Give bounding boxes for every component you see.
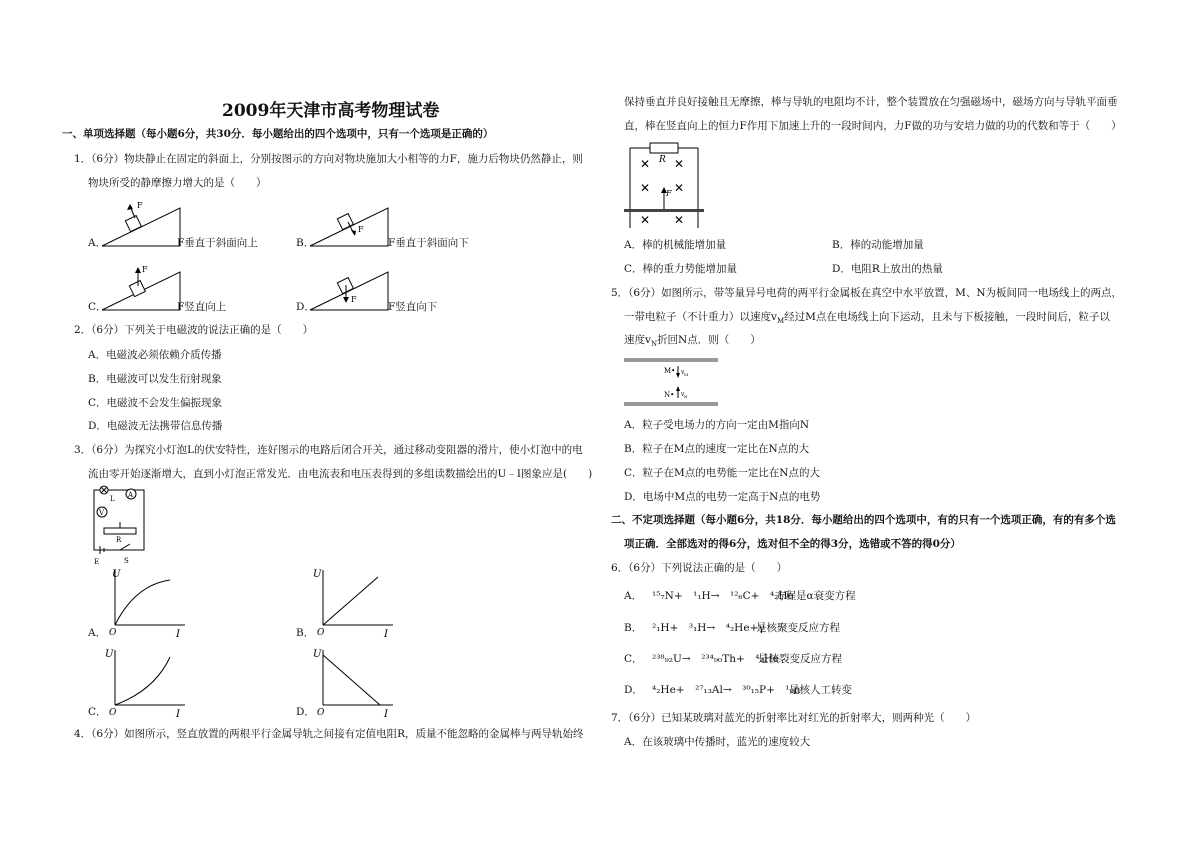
q6-option-a-desc: 方程是α衰变方程: [775, 590, 856, 602]
q5-stem-line1: 5．（6分）如图所示，带等量异号电荷的两平行金属板在真空中水平放置，M、N为板间同一电场线上的两点，: [611, 287, 1123, 299]
q3-option-b-label: B．: [296, 627, 315, 639]
q5-stem-line3: 速度$v_N$折回N点．则（ ）: [624, 334, 761, 349]
q3-circuit-diagram: [86, 484, 156, 566]
svg-text:A: A: [128, 491, 134, 499]
q1-figure-d: [308, 260, 398, 315]
q4-stem-line3: 直，棒在竖直向上的恒力F作用下加速上升的一段时间内，力F做的功与安培力做的功的代数和等于（ ）: [624, 120, 1122, 132]
q1-option-b-label: B．: [296, 237, 315, 249]
q1-b-force-label: F: [358, 225, 364, 234]
q1-option-b-text: F垂直于斜面向下: [388, 237, 469, 249]
resistor-icon: [650, 143, 678, 153]
svg-text:I: I: [176, 629, 180, 640]
q1-d-force-label: F: [351, 295, 357, 304]
q4-stem-line2: 保持垂直并良好接触且无摩擦，棒与导轨的电阻均不计，整个装置放在匀强磁场中，磁场方向与导轨平面垂: [624, 96, 1118, 108]
svg-text:I: I: [384, 629, 388, 640]
q1-a-force-label: F: [137, 201, 143, 210]
q4-option-c: C．棒的重力势能增加量: [624, 263, 738, 275]
svg-text:✕: ✕: [674, 213, 685, 227]
q2-option-a: A．电磁波必须依赖介质传播: [88, 349, 222, 361]
q6-option-a-label: A．: [624, 590, 643, 602]
svg-text:U: U: [112, 569, 121, 580]
svg-text:F: F: [666, 189, 672, 198]
q1-option-d-label: D．: [296, 301, 315, 313]
svg-text:v: v: [681, 369, 685, 376]
q5-option-b: B．粒子在M点的速度一定比在N点的大: [624, 443, 810, 455]
q2-option-b: B．电磁波可以发生衍射现象: [88, 373, 222, 385]
svg-text:U: U: [313, 569, 322, 580]
svg-text:O: O: [109, 708, 117, 718]
q6-option-b-equation: ²₁H+ ³₁H→ ⁴₂He+γ: [652, 622, 765, 634]
q4-stem-line1: 4．（6分）如图所示，竖直放置的两根平行金属导轨之间接有定值电阻R，质量不能忽略的金属棒与两导轨始终: [74, 728, 584, 740]
svg-text:I: I: [384, 709, 388, 720]
q6-option-b-label: B．: [624, 622, 643, 634]
section-1-heading: 一、单项选择题（每小题6分，共30分．每小题给出的四个选项中，只有一个选项是正确的）: [62, 128, 494, 140]
svg-text:E: E: [94, 558, 100, 566]
q3-graph-b: [308, 565, 398, 640]
q5-stem-line2: 一带电粒子（不计重力）以速度$v_M$经过M点在电场线上向下运动，且未与下板接触，一段时间后，粒子以: [624, 311, 1110, 326]
q1-option-c-label: C．: [88, 301, 107, 313]
q4-option-b: B．棒的动能增加量: [832, 239, 924, 251]
q1-stem-line2: 物块所受的静摩擦力增大的是（ ）: [88, 177, 267, 189]
svg-text:R: R: [659, 155, 666, 165]
q6-option-c-equation: ²³⁸₉₂U→ ²³⁴₉₀Th+ ⁴₂He: [652, 653, 780, 665]
svg-text:v: v: [681, 391, 685, 398]
svg-text:✕: ✕: [640, 157, 651, 171]
svg-text:✕: ✕: [640, 181, 651, 195]
svg-text:O: O: [317, 628, 325, 638]
svg-text:N•: N•: [664, 391, 675, 399]
q6-option-d-desc: 是核人工转变: [789, 684, 852, 696]
metal-rod: [624, 209, 704, 212]
q1-c-force-label: F: [142, 265, 148, 274]
q3-stem-line2: 流由零开始逐渐增大，直到小灯泡正常发光．由电流表和电压表得到的多组读数描绘出的U﹣I图象应是( ): [88, 468, 593, 480]
q4-option-a: A．棒的机械能增加量: [624, 239, 727, 251]
q4-rail-diagram: [620, 138, 710, 230]
q3-graph-c: [100, 645, 190, 720]
q3-graph-d: [308, 645, 398, 720]
q5-plates-diagram: [622, 352, 722, 410]
upper-plate: [624, 358, 718, 362]
q6-stem: 6．（6分）下列说法正确的是（ ）: [611, 562, 788, 574]
q3-graph-a: [100, 565, 190, 640]
svg-text:U: U: [105, 649, 114, 660]
section-2-heading-line2: 项正确．全部选对的得6分，选对但不全的得3分，选错或不答的得0分）: [624, 538, 961, 550]
svg-text:M•: M•: [664, 367, 676, 375]
svg-text:O: O: [109, 628, 117, 638]
q6-option-c-label: C．: [624, 653, 643, 665]
svg-text:✕: ✕: [674, 181, 685, 195]
section-2-heading-line1: 二、不定项选择题（每小题6分，共18分．每小题给出的四个选项中，有的只有一个选项正确，有的有多个选: [611, 514, 1116, 526]
q6-option-c-desc: 是核裂变反应方程: [758, 653, 842, 665]
svg-text:S: S: [124, 557, 129, 565]
q7-stem: 7．（6分）已知某玻璃对蓝光的折射率比对红光的折射率大，则两种光（ ）: [611, 712, 977, 724]
svg-text:M: M: [684, 372, 689, 377]
q5-option-d: D．电场中M点的电势一定高于N点的电势: [624, 491, 821, 503]
svg-text:I: I: [176, 709, 180, 720]
q3-option-a-label: A．: [88, 627, 107, 639]
q3-option-d-label: D．: [296, 706, 315, 718]
q5-option-c: C．粒子在M点的电势能一定比在N点的大: [624, 467, 820, 479]
svg-text:L: L: [110, 495, 115, 503]
q1-figure-b: [308, 196, 398, 251]
q5-option-a: A．粒子受电场力的方向一定由M指向N: [624, 419, 810, 431]
q2-option-c: C．电磁波不会发生偏振现象: [88, 397, 223, 409]
q1-stem-line1: 1．（6分）物块静止在固定的斜面上，分别按图示的方向对物块施加大小相等的力F，施力后物块仍然静止，则: [74, 153, 583, 165]
svg-text:V: V: [99, 509, 105, 517]
q6-option-d-label: D．: [624, 684, 643, 696]
q6-option-d-equation: ⁴₂He+ ²⁷₁₃Al→ ³⁰₁₅P+ ¹₀n: [652, 684, 801, 696]
q2-stem: 2．（6分）下列关于电磁波的说法正确的是（ ）: [74, 324, 314, 336]
rheostat-icon: [104, 528, 136, 534]
q4-option-d: D．电阻R上放出的热量: [832, 263, 943, 275]
q1-option-d-text: F竖直向下: [388, 301, 438, 313]
q6-option-a-equation: ¹⁵₇N+ ¹₁H→ ¹²₆C+ ⁴₂He: [652, 590, 794, 602]
svg-text:U: U: [313, 649, 322, 660]
svg-text:R: R: [116, 536, 122, 544]
q3-option-c-label: C．: [88, 706, 107, 718]
q2-option-d: D．电磁波无法携带信息传播: [88, 420, 223, 432]
q1-option-a-label: A．: [88, 237, 107, 249]
q6-option-b-desc: 是核聚变反应方程: [756, 622, 840, 634]
q1-option-a-text: F垂直于斜面向上: [177, 237, 258, 249]
svg-text:✕: ✕: [674, 157, 685, 171]
svg-text:O: O: [317, 708, 325, 718]
q3-stem-line1: 3．（6分）为探究小灯泡L的伏安特性，连好图示的电路后闭合开关，通过移动变阻器的滑片，使小灯泡中的电: [74, 444, 583, 456]
lower-plate: [624, 402, 718, 406]
page-title: 2009年天津市高考物理试卷: [222, 101, 440, 121]
svg-text:N: N: [684, 394, 688, 399]
q7-option-a: A．在该玻璃中传播时，蓝光的速度较大: [624, 736, 811, 748]
svg-text:✕: ✕: [640, 213, 651, 227]
q1-option-c-text: F竖直向上: [177, 301, 227, 313]
